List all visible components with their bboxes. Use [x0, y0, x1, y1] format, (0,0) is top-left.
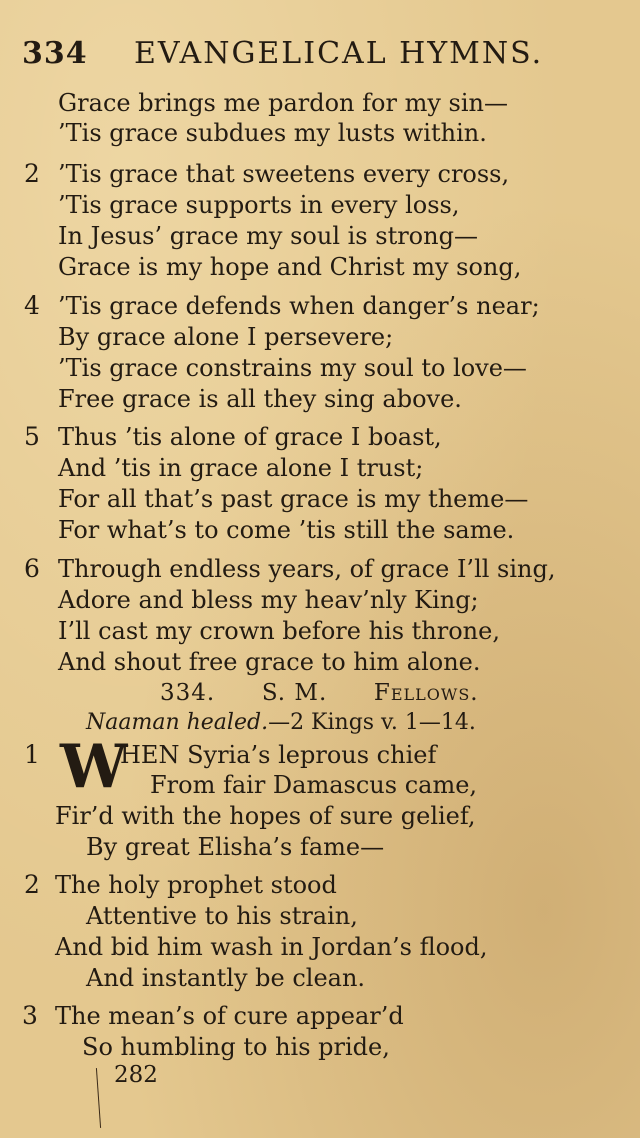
verse-line: For all that’s past grace is my theme—: [58, 485, 529, 513]
hymn-heading: [160, 680, 479, 706]
page-number: 334: [22, 36, 88, 71]
verse-line: ’Tis grace that sweetens every cross,: [58, 160, 510, 188]
hymn-subtitle: [86, 710, 476, 735]
verse-line: Attentive to his strain,: [86, 902, 358, 930]
verse-line: Thus ’tis alone of grace I boast,: [58, 423, 442, 451]
verse-line: Through endless years, of grace I’ll sing,: [58, 555, 556, 583]
verse-line: By grace alone I persevere;: [58, 323, 394, 351]
verse-line: Fir’d with the hopes of sure gelief,: [55, 802, 476, 830]
stanza-number: 4: [24, 291, 40, 320]
verse-line: ’Tis grace constrains my soul to love—: [58, 354, 527, 382]
verse-line: And shout free grace to him alone.: [58, 648, 481, 676]
verse-line: The mean’s of cure appear’d: [55, 1002, 404, 1030]
verse-line: Free grace is all they sing above.: [58, 385, 462, 413]
stanza-number: 1: [24, 740, 40, 769]
verse-line: By great Elisha’s fame—: [86, 833, 385, 861]
verse-line: Grace brings me pardon for my sin—: [58, 89, 508, 117]
verse-line: So humbling to his pride,: [82, 1033, 390, 1061]
verse-line: Adore and bless my heav’nly King;: [58, 586, 479, 614]
running-title: EVANGELICAL HYMNS.: [134, 36, 544, 71]
verse-line: And bid him wash in Jordan’s flood,: [55, 933, 488, 961]
stanza-number: 6: [24, 554, 40, 583]
hymn-number: 334.: [160, 680, 216, 706]
verse-line: The holy prophet stood: [55, 871, 337, 899]
hymn-meter: S. M.: [261, 680, 328, 706]
verse-line: ’Tis grace supports in every loss,: [58, 191, 460, 219]
page-header: [22, 36, 622, 76]
verse-line: And ’tis in grace alone I trust;: [58, 454, 424, 482]
printer-signature: 282: [114, 1062, 158, 1088]
scripture-reference: —2 Kings v. 1—14.: [268, 710, 476, 735]
stanza-number: 5: [24, 422, 40, 451]
hymn-subtitle-italic: Naaman healed.: [86, 710, 269, 735]
verse-line: ’Tis grace defends when danger’s near;: [58, 292, 540, 320]
drop-cap: W: [60, 732, 128, 802]
verse-line: HEN Syria’s leprous chief: [120, 741, 437, 769]
stanza-number: 3: [22, 1001, 38, 1030]
verse-line: From fair Damascus came,: [150, 771, 478, 799]
verse-line: ’Tis grace subdues my lusts within.: [58, 119, 487, 147]
verse-line: I’ll cast my crown before his throne,: [58, 617, 500, 645]
verse-line: Grace is my hope and Christ my song,: [58, 253, 522, 281]
stanza-number: 2: [24, 870, 40, 899]
verse-line: For what’s to come ’tis still the same.: [58, 516, 515, 544]
ink-mark: [96, 1068, 101, 1128]
verse-line: And instantly be clean.: [86, 964, 366, 992]
verse-line: In Jesus’ grace my soul is strong—: [58, 222, 478, 250]
hymn-tune: Fellows.: [373, 680, 479, 706]
stanza-number: 2: [24, 159, 40, 188]
